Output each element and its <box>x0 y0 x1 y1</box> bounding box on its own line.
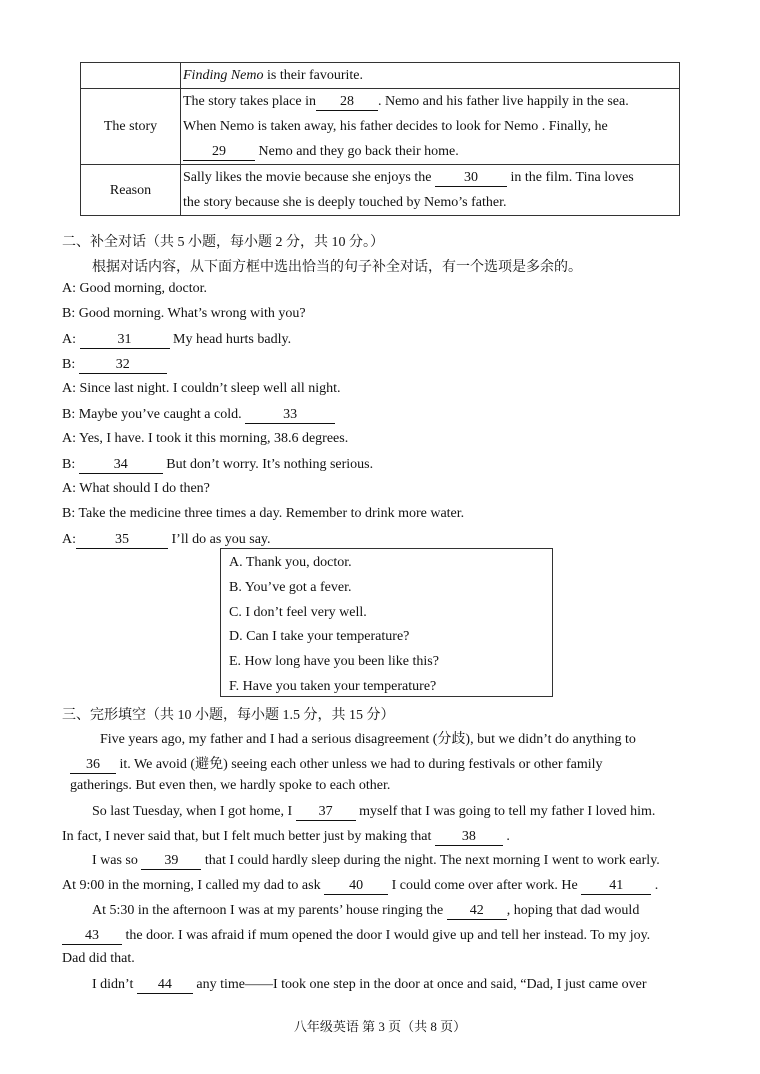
dialog-text: But don’t worry. It’s nothing serious. <box>162 457 374 472</box>
section2-instruction: 根据对话内容，从下面方框中选出恰当的句子补全对话，有一个选项是多余的。 <box>92 260 582 275</box>
options-box <box>220 548 553 697</box>
blank-28[interactable]: 28 <box>316 93 378 111</box>
blank-36[interactable]: 36 <box>70 756 116 774</box>
passage-text: the door. I was afraid if mum opened the door I would give up and tell her instead. To my joy. <box>122 928 651 943</box>
passage-line: Dad did that. <box>62 951 135 966</box>
speaker: A: <box>62 532 76 547</box>
speaker: A: <box>62 332 80 347</box>
table-row <box>81 89 680 165</box>
blank-32[interactable]: 32 <box>79 356 167 374</box>
table-label-reason: Reason <box>81 165 181 216</box>
passage-line: gatherings. But even then, we hardly spoke to each other. <box>70 778 391 793</box>
blank-37[interactable]: 37 <box>296 803 356 821</box>
blank-29[interactable]: 29 <box>183 143 255 161</box>
table-row <box>81 165 680 216</box>
passage-line <box>62 927 650 945</box>
passage-text: I was so <box>92 853 142 868</box>
dialog-line <box>62 531 271 549</box>
passage-text: it. We avoid (避免) seeing each other unless we had to during festivals or other family <box>116 757 603 772</box>
option-a[interactable]: A. Thank you, doctor. <box>229 555 352 570</box>
blank-43[interactable]: 43 <box>62 927 122 945</box>
blank-41[interactable]: 41 <box>581 877 651 895</box>
passage-text: . <box>651 878 659 893</box>
table-label-empty <box>81 63 181 89</box>
option-e[interactable]: E. How long have you been like this? <box>229 654 439 669</box>
dialog-text: I’ll do as you say. <box>168 532 271 547</box>
blank-34[interactable]: 34 <box>79 456 163 474</box>
passage-line <box>62 877 658 895</box>
cell-text: When Nemo is taken away, his father decides to look for Nemo . Finally, he <box>183 119 608 134</box>
dialog-line <box>62 331 291 349</box>
table-cell <box>181 165 680 216</box>
option-b[interactable]: B. You’ve got a fever. <box>229 580 352 595</box>
option-d[interactable]: D. Can I take your temperature? <box>229 629 410 644</box>
passage-text: , hoping that dad would <box>506 903 640 918</box>
table-cell <box>181 63 680 89</box>
passage-text: At 9:00 in the morning, I called my dad to ask <box>62 878 325 893</box>
table-row <box>81 63 680 89</box>
passage-text: At 5:30 in the afternoon I was at my parents’ house ringing the <box>92 903 447 918</box>
passage-line <box>92 803 655 821</box>
blank-30[interactable]: 30 <box>435 169 507 187</box>
blank-42[interactable]: 42 <box>447 902 507 920</box>
cell-text: The story takes place in <box>183 94 316 109</box>
blank-40[interactable]: 40 <box>324 877 388 895</box>
cell-text: . Nemo and his father live happily in the sea. <box>377 94 629 109</box>
cell-text: the story because she is deeply touched by Nemo’s father. <box>183 195 507 210</box>
table-label-story: The story <box>81 89 181 165</box>
passage-line <box>62 828 510 846</box>
cell-text: is their favourite. <box>263 68 364 83</box>
passage-text: myself that I was going to tell my father I loved him. <box>355 804 656 819</box>
passage-text: I could come over after work. He <box>388 878 582 893</box>
page-footer: 八年级英语 第 3 页（共 8 页） <box>293 1019 467 1034</box>
option-c[interactable]: C. I don’t feel very well. <box>229 605 367 620</box>
dialog-line <box>62 456 373 474</box>
speaker: B: <box>62 357 79 372</box>
dialog-line: A: Good morning, doctor. <box>62 281 208 296</box>
dialog-text: B: Maybe you’ve caught a cold. <box>62 407 246 422</box>
passage-text: I didn’t <box>92 977 137 992</box>
dialog-line <box>62 406 335 424</box>
story-table <box>80 62 680 216</box>
passage-line: Five years ago, my father and I had a serious disagreement (分歧), but we didn’t do anything to <box>100 732 636 747</box>
passage-line <box>92 902 639 920</box>
dialog-line: A: Since last night. I couldn’t sleep well all night. <box>62 381 341 396</box>
section3-heading: 三、完形填空（共 10 小题，每小题 1.5 分，共 15 分） <box>62 708 395 723</box>
passage-text: that I could hardly sleep during the night. The next morning I went to work early. <box>201 853 660 868</box>
blank-44[interactable]: 44 <box>137 976 193 994</box>
movie-title: Finding Nemo <box>183 68 264 83</box>
dialog-line: B: Take the medicine three times a day. Remember to drink more water. <box>62 506 465 521</box>
cell-text: Sally likes the movie because she enjoys the <box>183 170 435 185</box>
passage-line <box>92 976 647 994</box>
blank-39[interactable]: 39 <box>141 852 201 870</box>
passage-text: So last Tuesday, when I got home, I <box>92 804 296 819</box>
dialog-line <box>62 356 167 374</box>
passage-text: . <box>502 829 510 844</box>
dialog-text: My head hurts badly. <box>169 332 292 347</box>
blank-33[interactable]: 33 <box>245 406 335 424</box>
passage-text: In fact, I never said that, but I felt much better just by making that <box>62 829 435 844</box>
speaker: B: <box>62 457 79 472</box>
blank-38[interactable]: 38 <box>435 828 503 846</box>
option-f[interactable]: F. Have you taken your temperature? <box>229 679 437 694</box>
dialog-line: B: Good morning. What’s wrong with you? <box>62 306 306 321</box>
dialog-line: A: What should I do then? <box>62 481 210 496</box>
passage-text: any time——I took one step in the door at once and said, “Dad, I just came over <box>192 977 647 992</box>
cell-text: in the film. Tina loves <box>506 170 634 185</box>
blank-35[interactable]: 35 <box>76 531 168 549</box>
passage-line <box>70 753 603 774</box>
passage-line <box>92 852 660 870</box>
dialog-line: A: Yes, I have. I took it this morning, 38.6 degrees. <box>62 431 349 446</box>
table-cell <box>181 89 680 165</box>
cell-text: Nemo and they go back their home. <box>255 144 459 159</box>
section2-heading: 二、补全对话（共 5 小题，每小题 2 分，共 10 分。） <box>62 235 384 250</box>
blank-31[interactable]: 31 <box>80 331 170 349</box>
